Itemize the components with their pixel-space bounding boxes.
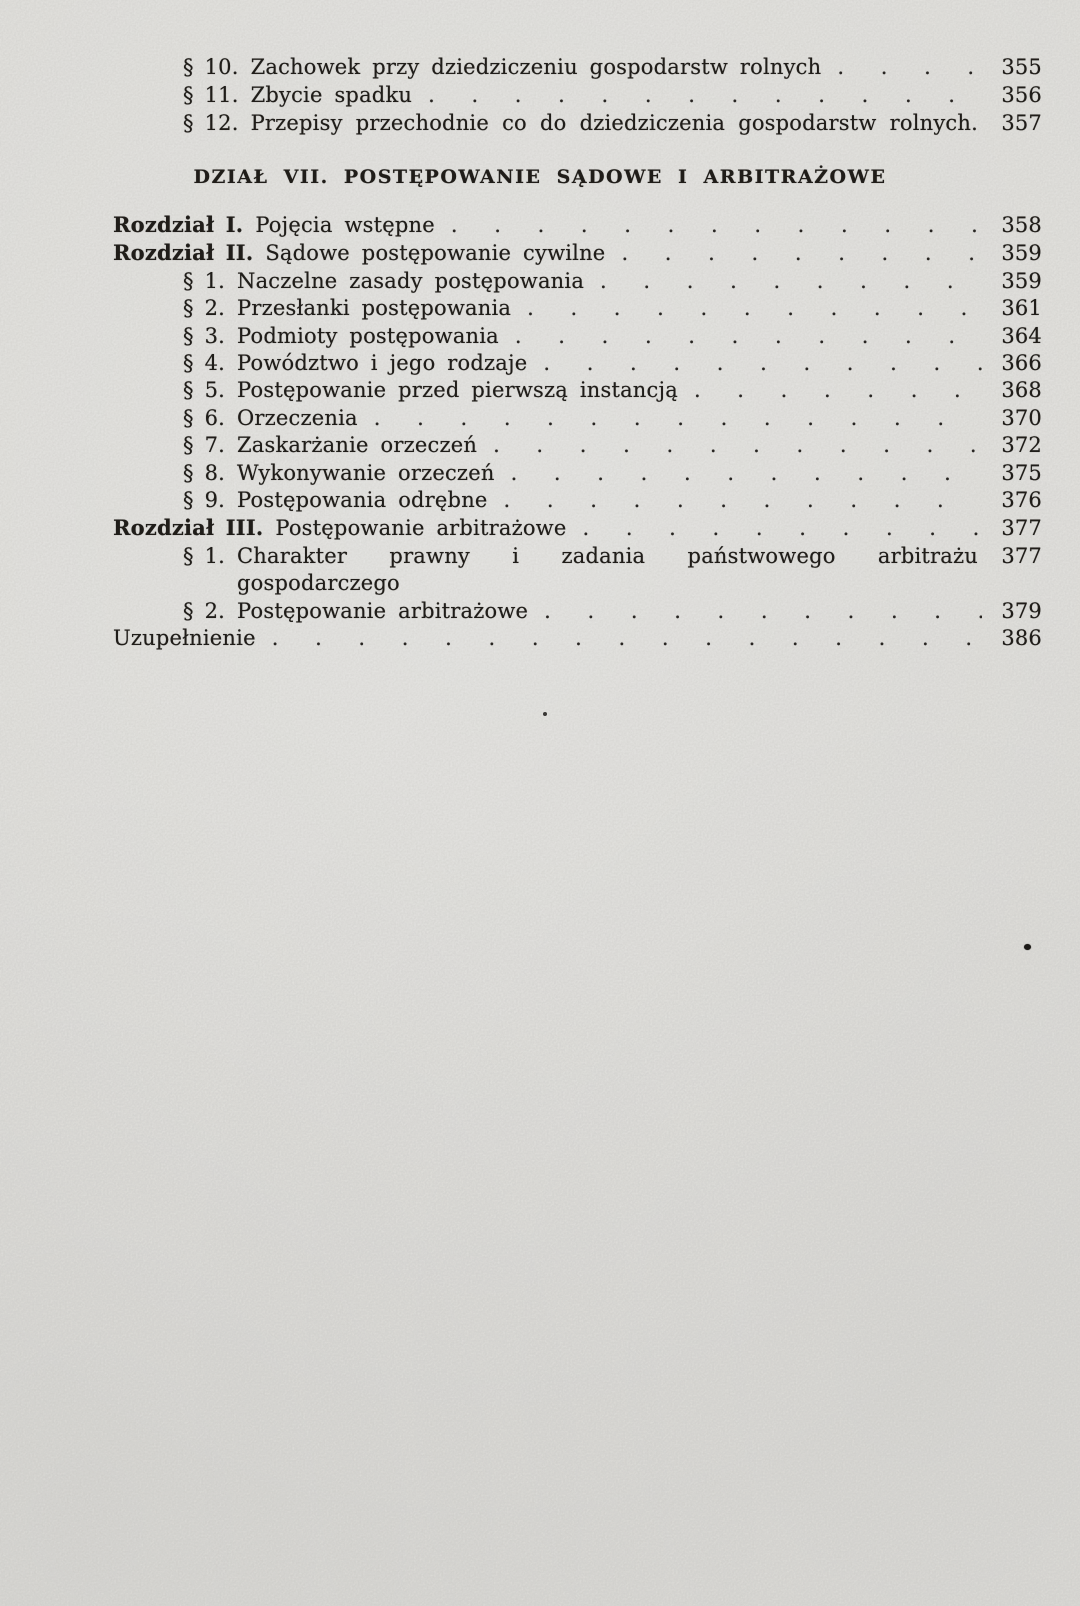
toc-entry xyxy=(113,405,1042,432)
toc-entry-page: 357 xyxy=(1001,111,1042,135)
toc-entry-label: § 4. xyxy=(183,351,226,376)
toc-entry xyxy=(113,53,1042,81)
toc-entry-page: 377 xyxy=(1001,516,1042,541)
toc-entry xyxy=(113,109,1042,137)
dot-leader xyxy=(694,377,982,404)
toc-entry xyxy=(113,460,1042,487)
toc-entry-title: Naczelne zasady postępowania xyxy=(237,268,585,293)
table-of-contents xyxy=(113,0,1042,653)
dot-leader xyxy=(272,625,982,652)
toc-entry-title: Orzeczenia xyxy=(237,405,358,430)
toc-entry-title: Podmioty postępowania xyxy=(237,323,499,348)
toc-entry-title: Postępowanie arbitrażowe xyxy=(275,516,567,541)
toc-entry-title: Zachowek przy dziedziczeniu gospodarstw rolnych xyxy=(250,55,822,79)
toc-entry xyxy=(113,432,1042,459)
dot-leader xyxy=(527,295,982,322)
toc-entry xyxy=(113,487,1042,514)
toc-entry-title: Uzupełnienie xyxy=(113,626,256,651)
toc-entry-label: Rozdział I. xyxy=(113,212,244,237)
toc-entry-page: 359 xyxy=(1001,268,1042,293)
toc-entry xyxy=(113,239,1042,267)
dot-leader xyxy=(600,268,982,295)
toc-entry-label: Rozdział II. xyxy=(113,240,254,266)
toc-entry-page: 359 xyxy=(1001,241,1042,266)
toc-entry-label: § 1. xyxy=(183,268,226,293)
toc-entry-label: § 7. xyxy=(183,433,226,458)
toc-entry-title: Zbycie spadku xyxy=(250,83,413,107)
toc-entry xyxy=(113,295,1042,322)
toc-entry xyxy=(113,543,1042,598)
ink-speck xyxy=(543,712,547,716)
toc-entry-page: 377 xyxy=(1001,543,1042,568)
toc-entry-page: 361 xyxy=(1001,296,1042,321)
toc-entry-page: 375 xyxy=(1001,460,1042,485)
toc-entry-page: 370 xyxy=(1001,405,1042,430)
toc-entry xyxy=(113,377,1042,404)
dot-leader xyxy=(837,53,982,81)
toc-entry-label: § 12. xyxy=(183,111,239,135)
toc-entry-title: Wykonywanie orzeczeń xyxy=(237,460,495,485)
toc-entry-page: 379 xyxy=(1001,598,1042,623)
toc-entry-label: § 3. xyxy=(183,323,226,348)
dot-leader xyxy=(543,350,982,377)
dot-leader xyxy=(451,212,982,239)
dot-leader xyxy=(428,81,982,109)
toc-entry-title: Charakter prawny i zadania państwowego arbitrażu gospodarczego xyxy=(237,543,978,596)
toc-entry-label: § 2. xyxy=(183,296,226,321)
toc-entry xyxy=(113,625,1042,652)
toc-entry-title: Przesłanki postępowania xyxy=(237,296,512,321)
toc-entry-label: § 10. xyxy=(183,55,239,79)
ink-speck xyxy=(1024,944,1031,950)
toc-entry xyxy=(113,514,1042,542)
toc-entry-page: 356 xyxy=(1001,83,1042,107)
section-heading: DZIAŁ VII. POSTĘPOWANIE SĄDOWE I ARBITRAŻOWE xyxy=(193,166,887,188)
toc-entry-page: 355 xyxy=(1001,55,1042,79)
toc-entry xyxy=(113,81,1042,109)
dot-leader xyxy=(621,240,982,267)
toc-entry xyxy=(113,323,1042,350)
toc-entry-label: § 8. xyxy=(183,460,226,485)
dot-leader xyxy=(504,487,982,514)
toc-entry-label: § 1. xyxy=(183,543,226,568)
toc-entry-title: Zaskarżanie orzeczeń xyxy=(237,433,478,458)
toc-entry-title: Postępowania odrębne xyxy=(237,488,488,513)
toc-entry-title: Sądowe postępowanie cywilne xyxy=(265,241,606,266)
toc-entry-label: Rozdział III. xyxy=(113,515,264,541)
toc-entry xyxy=(113,350,1042,377)
dot-leader xyxy=(374,405,982,432)
dot-leader xyxy=(582,515,982,542)
toc-entry xyxy=(113,211,1042,239)
toc-entry-page: 366 xyxy=(1001,351,1042,376)
toc-entry-title: Przepisy przechodnie co do dziedziczenia gospodarstw rolnych. xyxy=(250,111,978,135)
toc-entry-title: Postępowanie przed pierwszą instancją xyxy=(237,378,678,403)
toc-entry xyxy=(113,268,1042,295)
toc-entry-label: § 2. xyxy=(183,598,226,623)
toc-entry-label: § 6. xyxy=(183,405,226,430)
toc-entry-title: Powództwo i jego rodzaje xyxy=(237,351,528,376)
toc-entry-page: 372 xyxy=(1001,433,1042,458)
toc-entry-page: 364 xyxy=(1001,323,1042,348)
dot-leader xyxy=(493,432,982,459)
dot-leader xyxy=(544,598,982,625)
toc-top-section xyxy=(113,53,1042,137)
dot-leader xyxy=(515,323,982,350)
toc-entry-label: § 5. xyxy=(183,378,226,403)
toc-entry xyxy=(113,598,1042,625)
toc-entry-page: 386 xyxy=(1001,626,1042,651)
toc-entry-page: 358 xyxy=(1001,213,1042,237)
toc-entry-label: § 11. xyxy=(183,83,239,107)
toc-entry-label: § 9. xyxy=(183,488,226,513)
toc-entry-page: 368 xyxy=(1001,378,1042,403)
toc-entry-title: Postępowanie arbitrażowe xyxy=(237,598,529,623)
toc-entry-title: Pojęcia wstępne xyxy=(255,213,435,237)
toc-main-section xyxy=(113,211,1042,653)
dot-leader xyxy=(511,460,982,487)
toc-entry-page: 376 xyxy=(1001,488,1042,513)
